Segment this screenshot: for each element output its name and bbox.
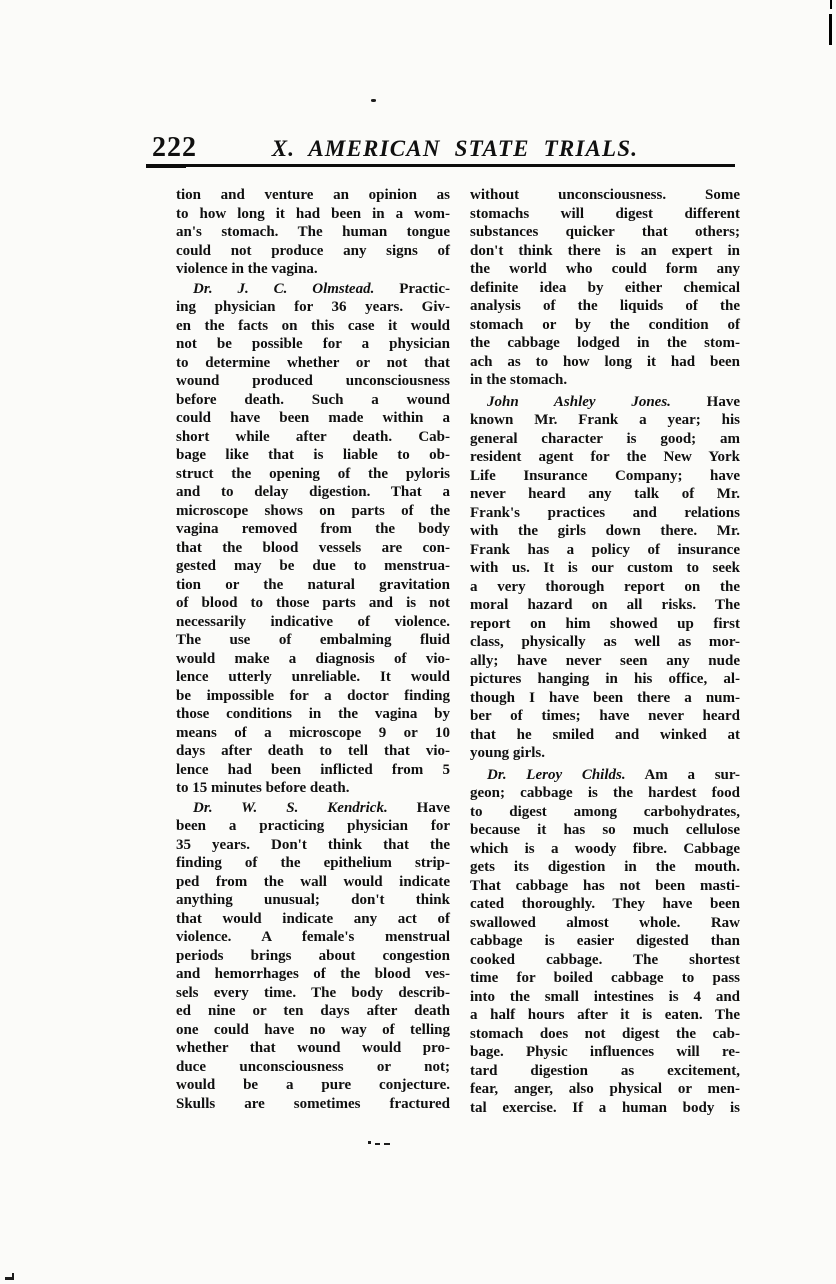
text-column-left <box>176 186 450 1113</box>
text-line: that would indicate any act of <box>176 910 450 927</box>
scan-corner-mark <box>12 1273 14 1278</box>
text-line: without unconsciousness. Some <box>470 187 740 203</box>
text-line: that he smiled and winked at <box>470 726 740 743</box>
paragraph <box>470 766 740 1118</box>
text-line: The use of embalming fluid <box>176 632 450 648</box>
scan-edge-line <box>830 0 832 9</box>
text-line: necessarily indicative of violence. <box>176 613 450 630</box>
text-line: definite idea by either chemical <box>470 279 740 296</box>
scan-speck <box>375 1143 380 1145</box>
text-line: cabbage is easier digested than <box>470 933 740 949</box>
text-line: could not produce any signs of <box>176 242 450 259</box>
text-line: Dr. W. S. Kendrick. Have <box>193 799 450 816</box>
text-line: microscope shows on parts of the <box>176 502 450 519</box>
text-line: cated thoroughly. They have been <box>470 896 740 912</box>
running-title: X. AMERICAN STATE TRIALS. <box>271 136 639 161</box>
text-line: duce unconsciousness or not; <box>176 1058 450 1075</box>
text-line: would be a pure conjecture. <box>176 1077 450 1093</box>
text-line: to digest among carbohydrates, <box>470 803 740 820</box>
text-line: pictures hanging in his office, al- <box>470 671 740 687</box>
witness-name: Dr. J. C. Olmstead. <box>193 280 375 297</box>
page-number: 222 <box>152 132 197 163</box>
text-line: sels every time. The body describ- <box>176 984 450 1001</box>
text-line: days after death to tell that vio- <box>176 743 450 759</box>
paragraph <box>470 186 740 390</box>
text-line: be impossible for a doctor finding <box>176 687 450 704</box>
scan-speck <box>371 99 376 102</box>
text-line: into the small intestines is 4 and <box>470 988 740 1005</box>
text-line: time for boiled cabbage to pass <box>470 970 740 986</box>
text-line: general character is good; am <box>470 430 740 447</box>
text-column-right <box>470 186 740 1117</box>
text-line: a half hours after it is eaten. The <box>470 1007 740 1023</box>
text-line: bage. Physic influences will re- <box>470 1044 740 1060</box>
text-line: those conditions in the vagina by <box>176 706 450 722</box>
text-line: tion and venture an opinion as <box>176 187 450 203</box>
text-line: the cabbage lodged in the stom- <box>470 335 740 351</box>
text-line: gets its digestion in the mouth. <box>470 859 740 875</box>
text-line: an's stomach. The human tongue <box>176 224 450 240</box>
text-line: of blood to those parts and is not <box>176 595 450 611</box>
paragraph <box>176 186 450 279</box>
text-line: before death. Such a wound <box>176 391 450 408</box>
text-line: lence had been inflicted from 5 <box>176 761 450 778</box>
header-rule <box>146 164 735 167</box>
text-line: don't think there is an expert in <box>470 242 740 259</box>
text-line: to determine whether or not that <box>176 354 450 371</box>
text-line: geon; cabbage is the hardest food <box>470 785 740 801</box>
text-line: gested may be due to menstrua- <box>176 558 450 574</box>
text-line: known Mr. Frank a year; his <box>470 412 740 428</box>
text-line: periods brings about congestion <box>176 947 450 964</box>
text-line: could have been made within a <box>176 410 450 426</box>
text-line: vagina removed from the body <box>176 521 450 537</box>
text-line: That cabbage has not been masti- <box>470 877 740 894</box>
text-line: stomachs will digest different <box>470 205 740 222</box>
text-line: struct the opening of the pyloris <box>176 465 450 482</box>
text-line: and hemorrhages of the blood ves- <box>176 966 450 982</box>
text-line: stomach or by the condition of <box>470 316 740 333</box>
text-line: en the facts on this case it would <box>176 317 450 334</box>
text-line: because it has so much cellulose <box>470 822 740 838</box>
text-line: moral hazard on all risks. The <box>470 597 740 613</box>
text-line: been a practicing physician for <box>176 818 450 834</box>
text-line: which is a woody fibre. Cabbage <box>470 840 740 857</box>
text-line: though I have been there a num- <box>470 689 740 706</box>
text-line: Life Insurance Company; have <box>470 467 740 484</box>
text-line: whether that wound would pro- <box>176 1040 450 1056</box>
text-line: cooked cabbage. The shortest <box>470 951 740 968</box>
text-line: and to delay digestion. That a <box>176 484 450 500</box>
text-line: young girls. <box>470 745 546 761</box>
text-line: fear, anger, also physical or men- <box>470 1081 740 1097</box>
scan-speck <box>368 1141 371 1144</box>
text-line: Dr. J. C. Olmstead. Practic- <box>193 280 451 297</box>
witness-name: Dr. Leroy Childs. <box>487 766 626 783</box>
paragraph <box>176 799 450 1114</box>
text-line: means of a microscope 9 or 10 <box>176 724 450 741</box>
text-line: tal exercise. If a human body is <box>470 1099 740 1116</box>
text-line: John Ashley Jones. Have <box>487 393 740 410</box>
text-line: tion or the natural gravitation <box>176 576 450 593</box>
text-line: ped from the wall would indicate <box>176 873 450 890</box>
text-line: never heard any talk of Mr. <box>470 486 740 502</box>
witness-name: Dr. W. S. Kendrick. <box>193 799 388 816</box>
text-line: analysis of the liquids of the <box>470 298 740 314</box>
text-line: that the blood vessels are con- <box>176 539 450 556</box>
text-line: anything unusual; don't think <box>176 892 450 908</box>
text-line: resident agent for the New York <box>470 449 740 465</box>
text-line: ach as to how long it had been <box>470 353 740 370</box>
text-line: 35 years. Don't think that the <box>176 836 450 853</box>
text-line: would make a diagnosis of vio- <box>176 650 450 667</box>
text-line: Frank's practices and relations <box>470 504 740 521</box>
text-line: with the girls down there. Mr. <box>470 523 740 539</box>
text-line: in the stomach. <box>470 372 568 388</box>
text-line: wound produced unconsciousness <box>176 373 450 389</box>
scan-edge-line <box>829 14 832 45</box>
text-line: Frank has a policy of insurance <box>470 541 740 558</box>
paragraph <box>470 393 740 763</box>
witness-name: John Ashley Jones. <box>487 393 671 410</box>
text-line: tard digestion as excitement, <box>470 1062 740 1079</box>
text-line: to how long it had been in a wom- <box>176 205 450 222</box>
text-line: substances quicker that others; <box>470 224 740 240</box>
text-line: not be possible for a physician <box>176 336 450 352</box>
scan-speck <box>384 1143 390 1145</box>
text-line: short while after death. Cab- <box>176 428 450 445</box>
text-line: swallowed almost whole. Raw <box>470 914 740 931</box>
text-line: class, physically as well as mor- <box>470 634 740 650</box>
paragraph <box>176 280 450 798</box>
text-line: the world who could form any <box>470 261 740 277</box>
text-line: a very thorough report on the <box>470 578 740 595</box>
text-line: ber of times; have never heard <box>470 708 740 724</box>
text-line: ed nine or ten days after death <box>176 1003 450 1019</box>
text-line: stomach does not digest the cab- <box>470 1025 740 1042</box>
text-line: violence. A female's menstrual <box>176 929 450 945</box>
text-line: report on him showed up first <box>470 615 740 632</box>
text-line: violence in the vagina. <box>176 261 318 277</box>
text-line: ally; have never seen any nude <box>470 652 740 669</box>
text-line: lence utterly unreliable. It would <box>176 669 450 685</box>
text-line: bage like that is liable to ob- <box>176 447 450 463</box>
text-line: finding of the epithelium strip- <box>176 855 450 871</box>
text-line: with us. It is our custom to seek <box>470 560 740 576</box>
text-line: Dr. Leroy Childs. Am a sur- <box>487 766 740 783</box>
text-line: to 15 minutes before death. <box>176 780 350 796</box>
text-line: one could have no way of telling <box>176 1021 450 1038</box>
text-line: ing physician for 36 years. Giv- <box>176 299 450 315</box>
text-line: Skulls are sometimes fractured <box>176 1095 450 1112</box>
